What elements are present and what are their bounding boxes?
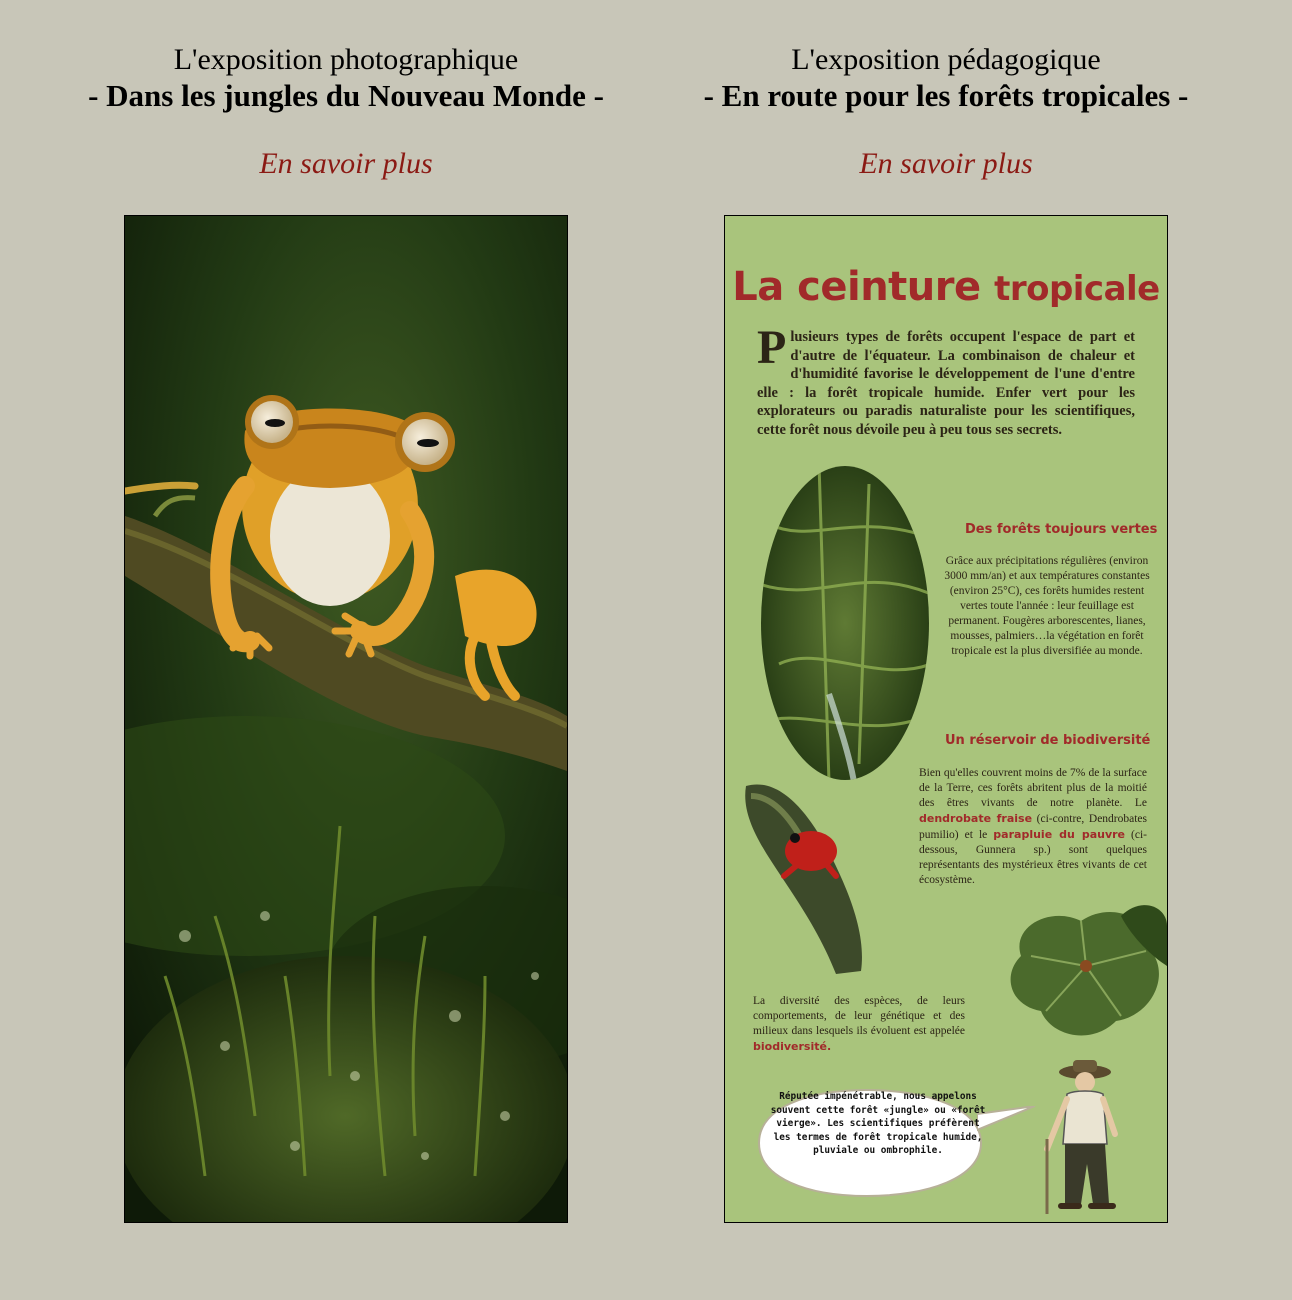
- section-biodiversity-heading: Un réservoir de biodiversité: [945, 733, 1151, 748]
- biodiversity-text-part1: Bien qu'elles couvrent moins de 7% de la surface de la Terre, ces forêts abritent plus de la moitié des êtres vivants de notre planète. Le: [919, 767, 1147, 809]
- forest-photo: [759, 464, 931, 782]
- biodiversity-definition-text: [753, 994, 965, 1055]
- highlight-poor-mans-umbrella: parapluie du pauvre: [993, 828, 1125, 841]
- edu-exhibition-header: [646, 0, 1246, 181]
- frog-photo[interactable]: [124, 215, 568, 1223]
- section-biodiversity-text: [919, 766, 1147, 888]
- section-evergreen-heading: Des forêts toujours vertes: [965, 522, 1158, 537]
- edu-exhibition-more-link[interactable]: En savoir plus: [859, 147, 1033, 180]
- poster-title-main: La ceinture: [732, 264, 981, 310]
- poster-title: [725, 264, 1167, 310]
- speech-bubble-text: Réputée impénétrable, nous appelons souvent cette forêt «jungle» ou «forêt vierge». Les scientifiques préfèrent les termes de forêt tropicale humide, pluviale ou ombrophile.: [770, 1091, 986, 1156]
- photo-exhibition-header: [46, 0, 646, 181]
- poster-intro: [757, 321, 1135, 439]
- frog-illustration: [125, 216, 567, 1222]
- edu-exhibition-title: - En route pour les forêts tropicales -: [703, 78, 1189, 113]
- biodiversity-text-part3: (ci-dessous, Gunnera sp.) sont quelques représentants des mystérieux êtres vivants de cet écosystème.: [919, 829, 1147, 886]
- diversity-text: La diversité des espèces, de leurs comportements, de leur génétique et des milieux dans lesquels ils évoluent est appelée: [753, 995, 965, 1037]
- tropical-belt-poster[interactable]: [724, 215, 1168, 1223]
- strawberry-frog-photo: [741, 776, 871, 976]
- photo-exhibition-more-link[interactable]: En savoir plus: [259, 147, 433, 180]
- edu-exhibition-subtitle: L'exposition pédagogique: [791, 43, 1101, 76]
- poster-intro-drop-cap: P: [757, 321, 787, 374]
- photo-exhibition-title: - Dans les jungles du Nouveau Monde -: [88, 78, 604, 113]
- poster-title-secondary: tropicale: [994, 269, 1160, 309]
- highlight-strawberry-frog: dendrobate fraise: [919, 812, 1033, 825]
- biodiversity-text-part2: (ci-contre, Dendrobates pumilio) et le: [919, 813, 1148, 841]
- photo-exhibition-subtitle: L'exposition photographique: [173, 43, 519, 76]
- gunnera-leaf-photo: [1001, 896, 1167, 1046]
- highlight-biodiversity: biodiversité.: [753, 1040, 832, 1053]
- section-evergreen-text: Grâce aux précipitations régulières (environ 3000 mm/an) et aux températures constantes (environ 25°C), ces forêts humides restent vertes toute l'année : leur feuillage est permanent. Fougères arborescentes, lianes, mousses, palmiers…la végétation en forêt tropicale est la plus diversifiée au monde.: [944, 555, 1150, 657]
- poster-intro-text: lusieurs types de forêts occupent l'espace de part et d'autre de l'équateur. La combinaison de chaleur et d'humidité favorise le développement de l'une d'entre elle : la forêt tropicale humide. Enfer vert pour les explorateurs ou paradis naturaliste pour les scientifiques, cette forêt nous dévoile peu à peu tous ses secrets.: [757, 329, 1135, 438]
- explorer-illustration: [1035, 1054, 1145, 1219]
